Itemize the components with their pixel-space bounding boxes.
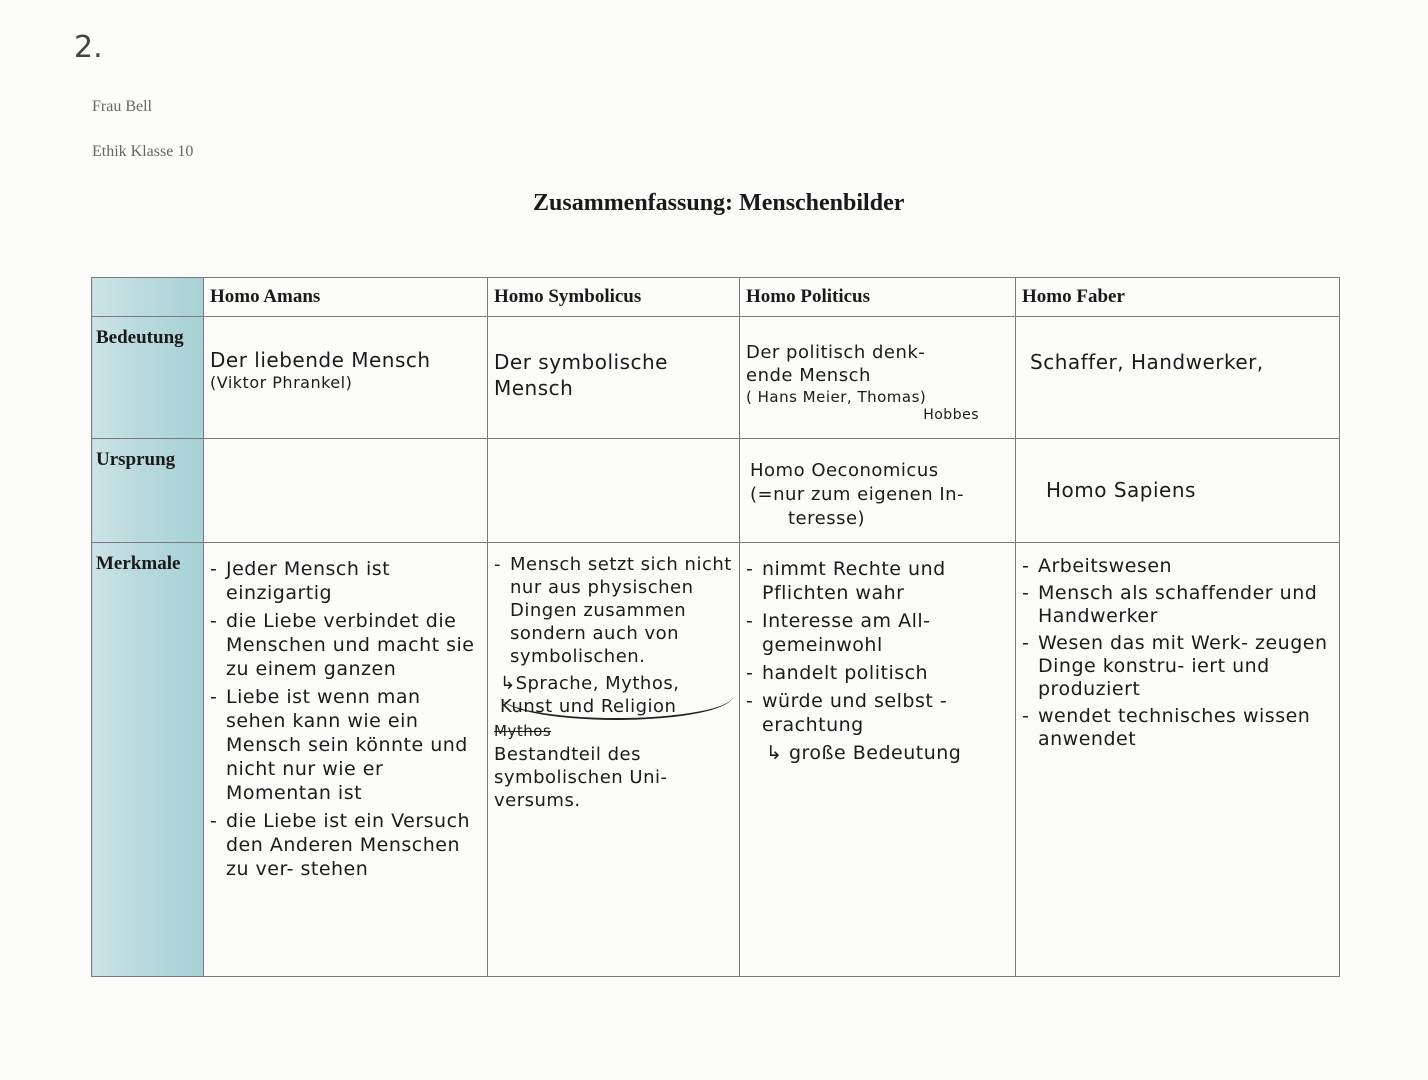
- row-merkmale: [92, 543, 1340, 977]
- cell-merkmale-faber: [1016, 543, 1340, 977]
- page-title: Zusammenfassung: Menschenbilder: [533, 190, 905, 216]
- handwritten-text: (Viktor Phrankel): [210, 373, 353, 392]
- handwritten-text: Bestandteil des symbolischen Uni- versums.: [494, 744, 668, 811]
- cell-merkmale-amans: [204, 543, 488, 977]
- list-item: - Jeder Mensch ist einzigartig: [210, 557, 481, 605]
- cell-merkmale-symbolicus: [488, 543, 740, 977]
- cell-bedeutung-faber: [1016, 317, 1340, 439]
- cell-ursprung-faber: [1016, 439, 1340, 543]
- list-item: - Arbeitswesen: [1022, 555, 1333, 578]
- list-item: - nimmt Rechte und Pflichten wahr: [746, 557, 1009, 605]
- list-item: - handelt politisch: [746, 661, 1009, 685]
- cell-ursprung-symbolicus: [488, 439, 740, 543]
- handwritten-text: ( Hans Meier, Thomas): [746, 388, 927, 406]
- column-header: Homo Amans: [204, 278, 488, 317]
- handwritten-text: Homo Oeconomicus: [750, 460, 939, 481]
- cell-ursprung-amans: [204, 439, 488, 543]
- cell-bedeutung-symbolicus: [488, 317, 740, 439]
- handwritten-text: Der politisch denk-: [746, 342, 926, 363]
- row-bedeutung: [92, 317, 1340, 439]
- cell-merkmale-politicus: [740, 543, 1016, 977]
- cell-ursprung-politicus: [740, 439, 1016, 543]
- row-header: Bedeutung: [92, 317, 204, 439]
- handwritten-text: Schaffer, Handwerker,: [1030, 350, 1264, 374]
- struck-text: Mythos: [494, 722, 552, 740]
- handwritten-text: Mensch: [494, 376, 574, 400]
- subject-label: Ethik Klasse 10: [92, 143, 194, 160]
- handwritten-text: Der symbolische: [494, 350, 668, 374]
- list-item: - wendet technisches wissen anwendet: [1022, 705, 1333, 751]
- cell-bedeutung-amans: [204, 317, 488, 439]
- page-number: 2.: [74, 30, 103, 65]
- column-header: Homo Politicus: [740, 278, 1016, 317]
- column-header: Homo Faber: [1016, 278, 1340, 317]
- handwritten-text: teresse): [788, 508, 866, 529]
- handwritten-text: (=nur zum eigenen In-: [750, 484, 965, 505]
- list-item: - die Liebe verbindet die Menschen und macht sie zu einem ganzen: [210, 609, 481, 681]
- row-header: Ursprung: [92, 439, 204, 543]
- handwritten-text: ↳Sprache, Mythos, Kunst und Religion: [500, 672, 733, 720]
- row-ursprung: [92, 439, 1340, 543]
- summary-table: [91, 277, 1340, 977]
- teacher-name: Frau Bell: [92, 98, 152, 115]
- list-item: - Interesse am All- gemeinwohl: [746, 609, 1009, 657]
- handwritten-text: ende Mensch: [746, 365, 871, 386]
- handwritten-text: Homo Sapiens: [1046, 478, 1196, 502]
- list-item: - Liebe ist wenn man sehen kann wie ein Mensch sein könnte und nicht nur wie er Momentan ist: [210, 685, 481, 805]
- handwritten-text: Hobbes: [923, 407, 979, 423]
- header-row: [92, 278, 1340, 317]
- handwritten-text: Der liebende Mensch: [210, 348, 431, 372]
- list-item: - die Liebe ist ein Versuch den Anderen Menschen zu ver- stehen: [210, 809, 481, 881]
- handwritten-text: ↳ große Bedeutung: [766, 742, 962, 764]
- list-item: - Mensch setzt sich nicht nur aus physischen Dingen zusammen sondern auch von symbolischen.: [494, 553, 733, 668]
- row-header: Merkmale: [92, 543, 204, 977]
- column-header: Homo Symbolicus: [488, 278, 740, 317]
- list-item: - würde und selbst - erachtung: [746, 689, 1009, 737]
- list-item: - Mensch als schaffender und Handwerker: [1022, 582, 1333, 628]
- corner-cell: [92, 278, 204, 317]
- list-item: - Wesen das mit Werk- zeugen Dinge konstru- iert und produziert: [1022, 632, 1333, 701]
- cell-bedeutung-politicus: [740, 317, 1016, 439]
